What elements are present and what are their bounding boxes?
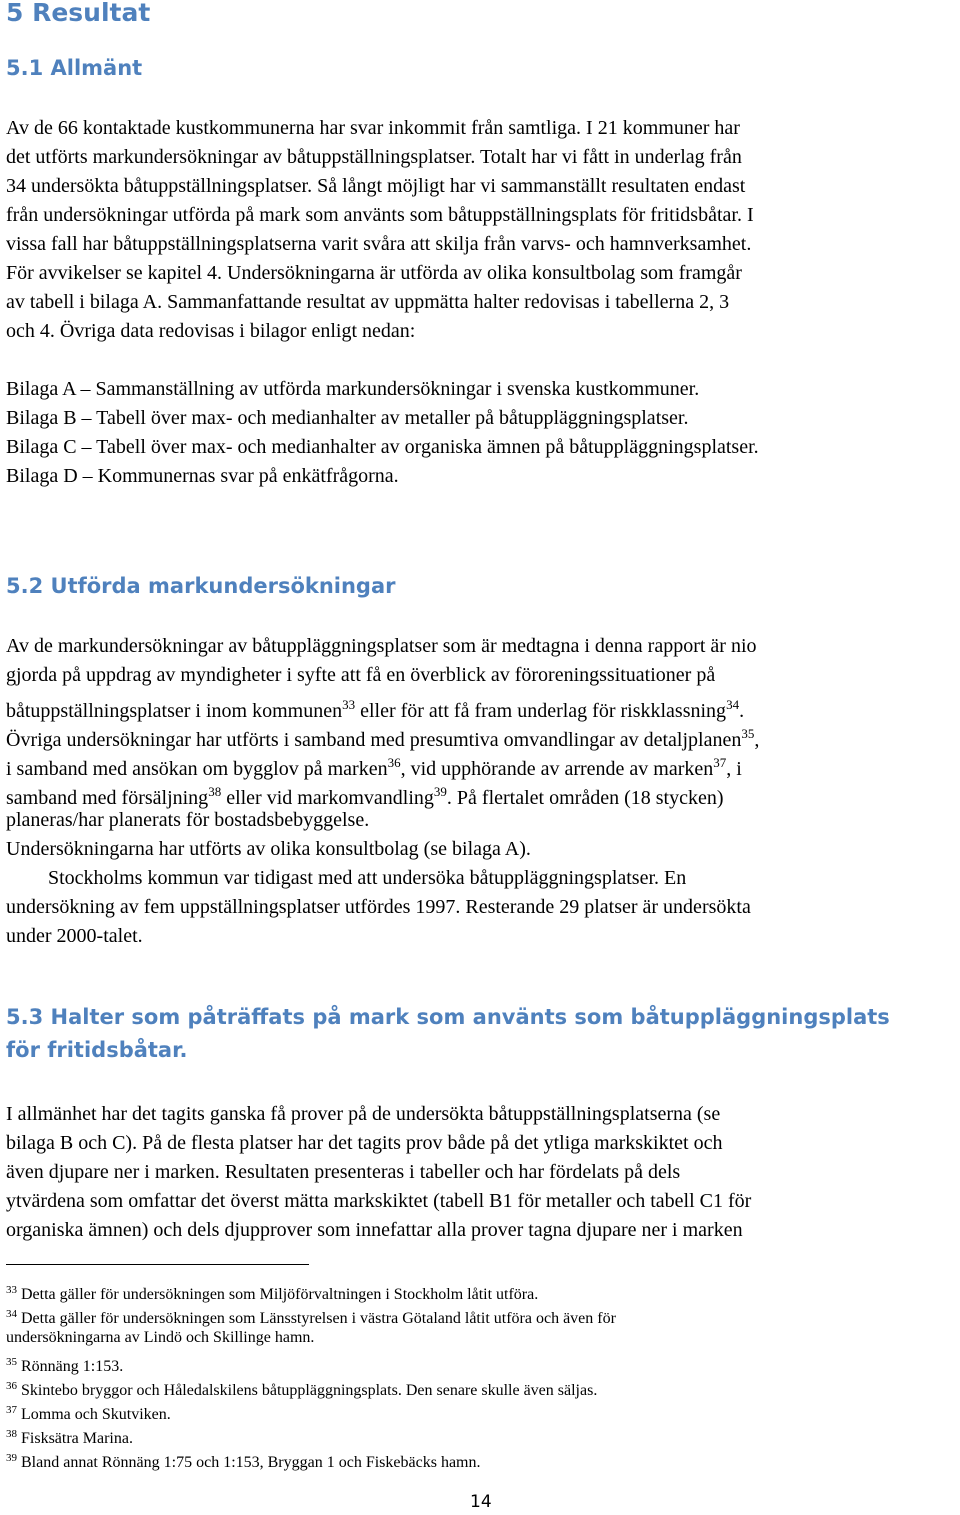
- paragraph-line: Stockholms kommun var tidigast med att undersöka båtuppläggningsplatser. En: [48, 867, 687, 889]
- line-text: , vid upphörande av arrende av marken: [400, 758, 714, 780]
- paragraph-line: det utförts markundersökningar av båtuppställningsplatser. Totalt har vi fått in underlag från: [6, 146, 742, 168]
- line-text: ,: [754, 729, 760, 751]
- footnote-text: Rönnäng 1:153.: [21, 1358, 124, 1375]
- page-number: 14: [470, 1492, 492, 1512]
- appendix-b-line: Bilaga B – Tabell över max- och medianhalter av metaller på båtuppläggningsplatser.: [6, 407, 689, 429]
- footnote-ref-36[interactable]: 36: [387, 755, 401, 770]
- line-text: samband med försäljning: [6, 787, 209, 809]
- footnote-text: Fisksätra Marina.: [21, 1430, 133, 1447]
- line-text: båtuppställningsplatser i inom kommunen: [6, 700, 343, 722]
- line-text: eller vid markomvandling: [221, 787, 434, 809]
- paragraph-line: 34 undersökta båtuppställningsplatser. Så långt möjligt har vi sammanställt resultaten endast: [6, 175, 746, 197]
- footnote-number: 38: [6, 1428, 17, 1440]
- footnote-ref-37[interactable]: 37: [713, 755, 727, 770]
- appendix-a-line: Bilaga A – Sammanställning av utförda markundersökningar i svenska kustkommuner.: [6, 378, 700, 400]
- paragraph-line: Undersökningarna har utförts av olika konsultbolag (se bilaga A).: [6, 838, 531, 860]
- footnote-ref-34[interactable]: 34: [726, 697, 740, 712]
- section-heading-5-3-continued: för fritidsbåtar.: [6, 1038, 188, 1062]
- footnote-text: Skintebo bryggor och Håledalskilens båtuppläggningsplats. Den senare skulle även säljas.: [21, 1382, 598, 1399]
- section-heading-5-1: 5.1 Allmänt: [6, 56, 143, 80]
- paragraph-line: organiska ämnen) och dels djupprover som innefattar alla prover tagna djupare ner i marken: [6, 1219, 743, 1241]
- footnote-number: 34: [6, 1308, 17, 1320]
- paragraph-line: planeras/har planerats för bostadsbebyggelse.: [6, 809, 370, 831]
- footnote-number: 36: [6, 1380, 17, 1392]
- line-text: . På flertalet områden (18 stycken): [446, 787, 724, 809]
- paragraph-line: och 4. Övriga data redovisas i bilagor enligt nedan:: [6, 320, 416, 342]
- footnote-number: 37: [6, 1404, 17, 1416]
- footnote-text: Bland annat Rönnäng 1:75 och 1:153, Bryggan 1 och Fiskebäcks hamn.: [21, 1454, 481, 1471]
- paragraph-line: bilaga B och C). På de flesta platser har det tagits prov både på det ytliga markskiktet och: [6, 1132, 723, 1154]
- appendix-c-line: Bilaga C – Tabell över max- och medianhalter av organiska ämnen på båtuppläggningsplatser.: [6, 436, 759, 458]
- paragraph-line: Av de markundersökningar av båtuppläggningsplatser som är medtagna i denna rapport är nio: [6, 635, 757, 657]
- paragraph-line: gjorda på uppdrag av myndigheter i syfte att få en överblick av föroreningssituationer på: [6, 664, 716, 686]
- paragraph-line: Av de 66 kontaktade kustkommunerna har svar inkommit från samtliga. I 21 kommuner har: [6, 117, 740, 139]
- footnote-number: 33: [6, 1284, 17, 1296]
- paragraph-line: av tabell i bilaga A. Sammanfattande resultat av uppmätta halter redovisas i tabellerna 2, 3: [6, 291, 730, 313]
- line-text: Övriga undersökningar har utförts i samband med presumtiva omvandlingar av detaljplanen: [6, 729, 742, 751]
- footnote-ref-33[interactable]: 33: [342, 697, 356, 712]
- footnote-ref-39[interactable]: 39: [433, 784, 447, 799]
- footnote-text: Detta gäller för undersökningen som Länsstyrelsen i västra Götaland låtit utföra och även för: [21, 1310, 616, 1327]
- paragraph-line: vissa fall har båtuppställningsplatserna varit svåra att skilja från varvs- och hamnverksamhet.: [6, 233, 752, 255]
- footnote-ref-38[interactable]: 38: [208, 784, 222, 799]
- paragraph-line: I allmänhet har det tagits ganska få prover på de undersökta båtuppställningsplatserna (se: [6, 1103, 721, 1125]
- section-heading-5-2: 5.2 Utförda markundersökningar: [6, 574, 396, 598]
- paragraph-line: För avvikelser se kapitel 4. Undersökningarna är utförda av olika konsultbolag som framgår: [6, 262, 742, 284]
- chapter-heading: 5 Resultat: [6, 0, 151, 27]
- footnote-separator: [6, 1264, 309, 1265]
- appendix-d-line: Bilaga D – Kommunernas svar på enkätfrågorna.: [6, 465, 399, 487]
- footnote-text: Detta gäller för undersökningen som Miljöförvaltningen i Stockholm låtit utföra.: [21, 1286, 539, 1303]
- line-text: , i: [726, 758, 742, 780]
- line-text: eller för att få fram underlag för riskklassning: [355, 700, 727, 722]
- footnote-text: Lomma och Skutviken.: [21, 1406, 171, 1423]
- paragraph-line: från undersökningar utförda på mark som använts som båtuppställningsplats för fritidsbåtar. I: [6, 204, 754, 226]
- footnote-ref-35[interactable]: 35: [741, 726, 755, 741]
- footnote-number: 35: [6, 1356, 17, 1368]
- paragraph-line: ytvärdena som omfattar det överst mätta markskiktet (tabell B1 för metaller och tabell C1 för: [6, 1190, 752, 1212]
- paragraph-line: även djupare ner i marken. Resultaten presenteras i tabeller och har fördelats på dels: [6, 1161, 681, 1183]
- footnote-39: [6, 1446, 480, 1475]
- paragraph-line: undersökning av fem uppställningsplatser utfördes 1997. Resterande 29 platser är undersökta: [6, 896, 751, 918]
- line-text: i samband med ansökan om bygglov på marken: [6, 758, 388, 780]
- paragraph-line: under 2000-talet.: [6, 925, 143, 947]
- section-heading-5-3: 5.3 Halter som påträffats på mark som använts som båtuppläggningsplats: [6, 1005, 890, 1029]
- footnote-number: 39: [6, 1452, 17, 1464]
- footnote-34-continued: undersökningarna av Lindö och Skillinge hamn.: [6, 1329, 315, 1346]
- line-text: .: [739, 700, 745, 722]
